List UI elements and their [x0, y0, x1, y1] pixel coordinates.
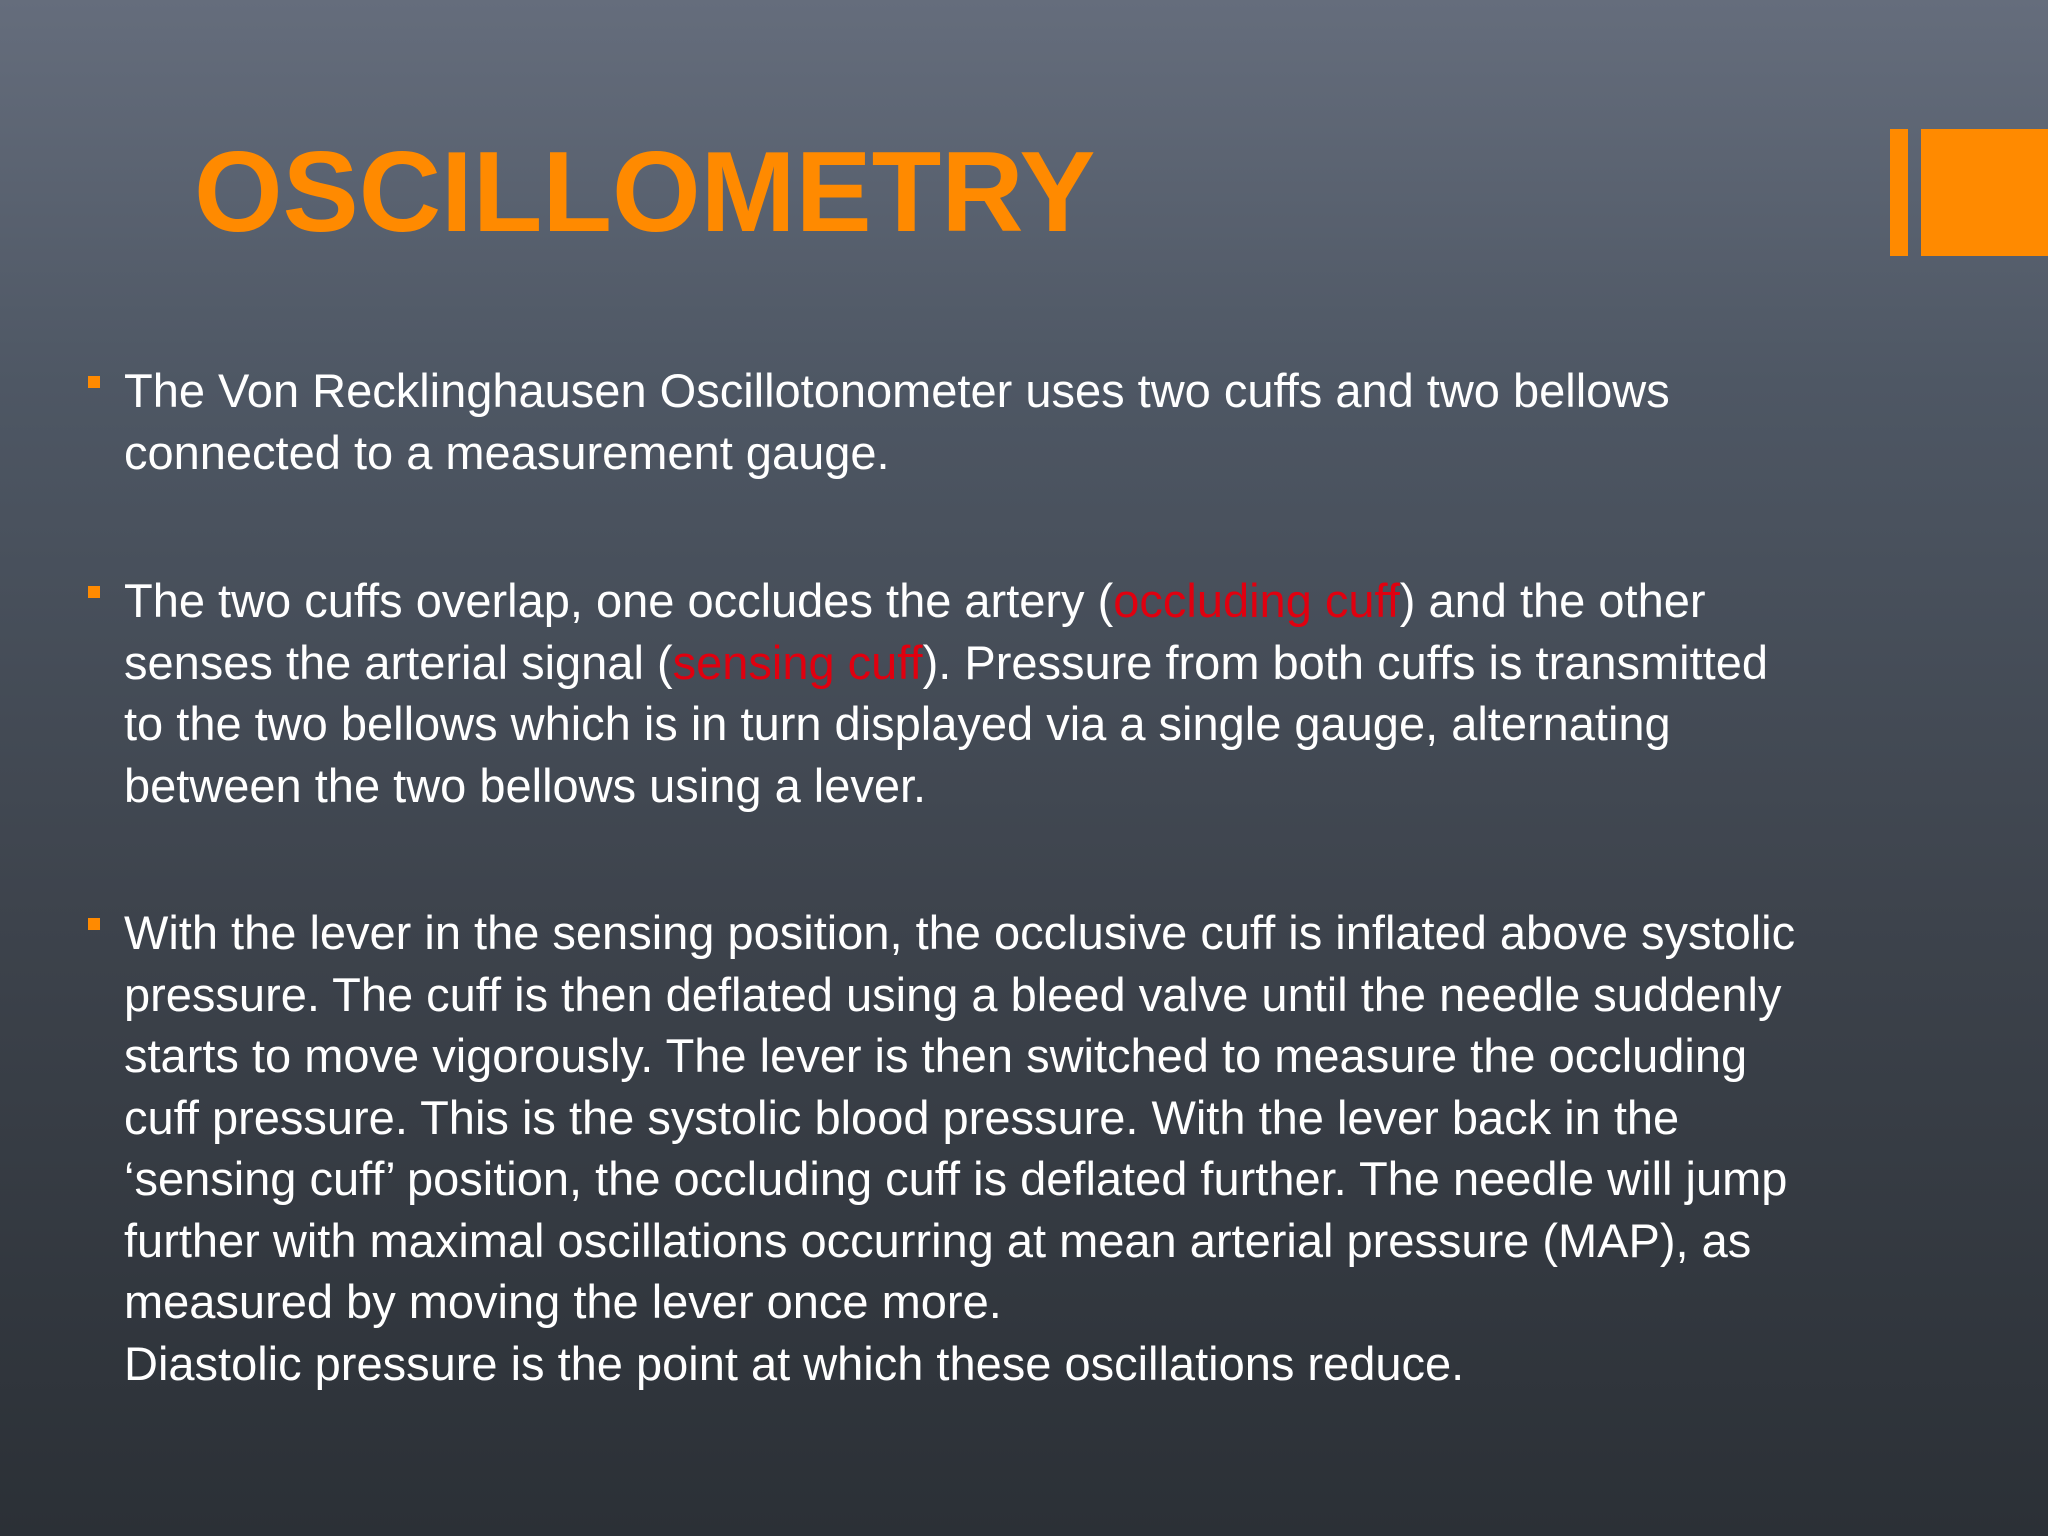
bullet-3-line-1: With the lever in the sensing position, the occlusive cuff is inflated above systolic — [124, 906, 1796, 959]
bullet-text-2 — [124, 570, 1964, 816]
bullet-2-line-3: to the two bellows which is in turn displayed via a single gauge, alternating — [124, 697, 1671, 750]
bullet-square-icon — [88, 376, 100, 388]
bullet-3-line-4: cuff pressure. This is the systolic blood pressure. With the lever back in the — [124, 1090, 1680, 1144]
bullet-2-line-1-start: The two cuffs overlap, one occludes the artery ( — [124, 574, 1114, 627]
bullet-2-line-1 — [124, 570, 1964, 632]
bullet-2-line-2-end: ). Pressure from both cuffs is transmitted — [922, 635, 1769, 689]
bullet-3-line-3: starts to move vigorously. The lever is then switched to measure the occluding — [124, 1029, 1748, 1082]
bullet-1-line-2: connected to a measurement gauge. — [124, 425, 890, 479]
bullet-square-icon — [88, 918, 100, 930]
bullet-3-line-5: ‘sensing cuff’ position, the occluding cuff is deflated further. The needle will jump — [124, 1152, 1788, 1205]
bullet-2-line-2 — [124, 632, 1964, 694]
bullet-3-line-8: Diastolic pressure is the point at which these oscillations reduce. — [124, 1336, 1465, 1390]
occluding-cuff-highlight: occluding cuff — [1113, 574, 1400, 627]
bullet-text-3 — [124, 902, 1964, 1394]
bullet-2-line-2-start: senses the arterial signal ( — [124, 635, 673, 689]
slide-title: OSCILLOMETRY — [194, 129, 1096, 256]
bullet-1-line-1: The Von Recklinghausen Oscillotonometer uses two cuffs and two bellows — [124, 364, 1670, 417]
sensing-cuff-highlight: sensing cuff — [672, 635, 923, 689]
bullet-3-line-7: measured by moving the lever once more. — [124, 1275, 1002, 1328]
bullet-3-line-6: further with maximal oscillations occurring at mean arterial pressure (MAP), as — [124, 1213, 1752, 1267]
bullet-2-line-1-end: ) and the other — [1399, 574, 1706, 627]
bullet-text-1 — [124, 360, 1964, 483]
bullet-3-line-2: pressure. The cuff is then deflated using a bleed valve until the needle suddenly — [124, 967, 1782, 1021]
bullet-2-line-4: between the two bellows using a lever. — [124, 758, 927, 812]
accent-bar-decoration — [1890, 129, 1908, 256]
bullet-square-icon — [88, 586, 100, 598]
accent-block-decoration — [1921, 129, 2048, 256]
